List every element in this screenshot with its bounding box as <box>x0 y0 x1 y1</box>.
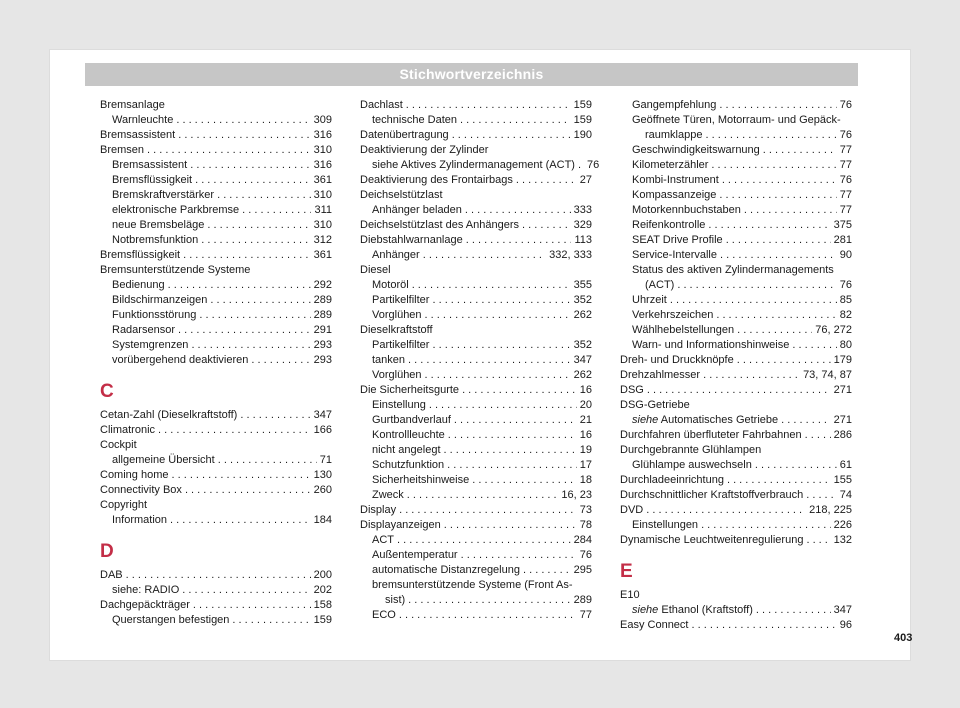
index-entry: Drehzahlmesser . . . 73, 74, 87 <box>620 368 852 383</box>
index-entry: Information . . . 184 <box>100 513 332 528</box>
index-entry: Glühlampe auswechseln . . . 61 <box>620 458 852 473</box>
index-entry: DVD . . . 218, 225 <box>620 503 852 518</box>
page-number: 403 <box>894 632 913 644</box>
index-entry: Bremsassistent . . . 316 <box>100 128 332 143</box>
index-heading: DSG-Getriebe <box>620 399 690 411</box>
index-entry: Displayanzeigen . . . 78 <box>360 518 592 533</box>
index-entry: siehe: RADIO . . . 202 <box>100 583 332 598</box>
index-entry: Einstellungen . . . 226 <box>620 518 852 533</box>
index-entry: sist) . . . 289 <box>360 593 592 608</box>
index-heading: Diesel <box>360 264 391 276</box>
index-entry: Radarsensor . . . 291 <box>100 323 332 338</box>
index-entry: vorübergehend deaktivieren . . . 293 <box>100 353 332 368</box>
index-entry: elektronische Parkbremse . . . 311 <box>100 203 332 218</box>
index-entry: (ACT) . . . 76 <box>620 278 852 293</box>
index-entry: Kilometerzähler . . . 77 <box>620 158 852 173</box>
index-entry: Reifenkontrolle . . . 375 <box>620 218 852 233</box>
index-entry: Vorglühen . . . 262 <box>360 368 592 383</box>
index-entry: Cetan-Zahl (Dieselkraftstoff) . . . 347 <box>100 408 332 423</box>
index-entry: Kontrollleuchte . . . 16 <box>360 428 592 443</box>
index-entry: Außentemperatur . . . 76 <box>360 548 592 563</box>
index-entry: Gangempfehlung . . . 76 <box>620 98 852 113</box>
index-entry: Gurtbandverlauf . . . 21 <box>360 413 592 428</box>
index-entry: Coming home . . . 130 <box>100 468 332 483</box>
index-entry: Die Sicherheitsgurte . . . 16 <box>360 383 592 398</box>
index-entry: raumklappe . . . 76 <box>620 128 852 143</box>
index-entry: Bremsflüssigkeit . . . 361 <box>100 173 332 188</box>
index-entry: tanken . . . 347 <box>360 353 592 368</box>
index-heading: Dieselkraftstoff <box>360 324 433 336</box>
index-entry: Kombi-Instrument . . . 76 <box>620 173 852 188</box>
index-entry: Durchfahren überfluteter Fahrbahnen . . . 286 <box>620 428 852 443</box>
index-entry: Anhänger beladen . . . 333 <box>360 203 592 218</box>
index-entry: Bremsflüssigkeit . . . 361 <box>100 248 332 263</box>
index-entry: siehe Aktives Zylindermanagement (ACT) . . . 76 <box>360 158 592 173</box>
section-letter-e: E <box>620 561 633 582</box>
index-entry: nicht angelegt . . . 19 <box>360 443 592 458</box>
index-column-1 <box>100 98 332 628</box>
index-entry: Bildschirmanzeigen . . . 289 <box>100 293 332 308</box>
index-entry: Durchladeeinrichtung . . . 155 <box>620 473 852 488</box>
index-entry: Uhrzeit . . . 85 <box>620 293 852 308</box>
index-entry: Display . . . 73 <box>360 503 592 518</box>
index-column-2 <box>360 98 600 623</box>
index-entry: Easy Connect . . . 96 <box>620 618 852 633</box>
index-entry: Warn- und Informationshinweise . . . 80 <box>620 338 852 353</box>
index-entry: ECO . . . 77 <box>360 608 592 623</box>
index-entry: DAB . . . 200 <box>100 568 332 583</box>
index-entry: Connectivity Box . . . 260 <box>100 483 332 498</box>
index-entry: Motoröl . . . 355 <box>360 278 592 293</box>
index-entry: Diebstahlwarnanlage . . . 113 <box>360 233 592 248</box>
index-entry: Warnleuchte . . . 309 <box>100 113 332 128</box>
index-entry: neue Bremsbeläge . . . 310 <box>100 218 332 233</box>
index-entry: Durchschnittlicher Kraftstoffverbrauch . . . 74 <box>620 488 852 503</box>
index-entry: DSG . . . 271 <box>620 383 852 398</box>
index-entry-wrap: Status des aktiven Zylindermanagements <box>632 264 834 276</box>
index-entry: Sicherheitshinweise . . . 18 <box>360 473 592 488</box>
index-entry: SEAT Drive Profile . . . 281 <box>620 233 852 248</box>
index-heading: Copyright <box>100 499 148 511</box>
index-entry: Einstellung . . . 20 <box>360 398 592 413</box>
index-entry: Bremskraftverstärker . . . 310 <box>100 188 332 203</box>
index-entry: Dynamische Leuchtweitenregulierung . . . 132 <box>620 533 852 548</box>
index-entry: Zweck . . . 16, 23 <box>360 488 592 503</box>
index-entry: Anhänger . . . 332, 333 <box>360 248 592 263</box>
index-heading: Deaktivierung der Zylinder <box>360 144 489 156</box>
index-entry: Wählhebelstellungen . . . 76, 272 <box>620 323 852 338</box>
index-entry: Motorkennbuchstaben . . . 77 <box>620 203 852 218</box>
index-entry: Notbremsfunktion . . . 312 <box>100 233 332 248</box>
index-entry: Dachlast . . . 159 <box>360 98 592 113</box>
index-heading: Bremsunterstützende Systeme <box>100 264 251 276</box>
index-entry: allgemeine Übersicht . . . 71 <box>100 453 332 468</box>
index-entry-wrap: bremsunterstützende Systeme (Front As- <box>372 579 573 591</box>
index-entry: Systemgrenzen . . . 293 <box>100 338 332 353</box>
index-heading: Deichselstützlast <box>360 189 443 201</box>
index-entry: automatische Distanzregelung . . . 295 <box>360 563 592 578</box>
index-entry: Kompassanzeige . . . 77 <box>620 188 852 203</box>
index-entry: Bremsen . . . 310 <box>100 143 332 158</box>
index-entry: Deichselstützlast des Anhängers . . . 329 <box>360 218 592 233</box>
index-entry: siehe Automatisches Getriebe . . . 271 <box>620 413 852 428</box>
index-entry: technische Daten . . . 159 <box>360 113 592 128</box>
index-entry: Dachgepäckträger . . . 158 <box>100 598 332 613</box>
index-entry: Dreh- und Druckknöpfe . . . 179 <box>620 353 852 368</box>
index-entry: Schutzfunktion . . . 17 <box>360 458 592 473</box>
index-heading: Durchgebrannte Glühlampen <box>620 444 762 456</box>
index-entry: Funktionsstörung . . . 289 <box>100 308 332 323</box>
index-column-3 <box>620 98 852 633</box>
index-entry: Querstangen befestigen . . . 159 <box>100 613 332 628</box>
index-heading: Cockpit <box>100 439 137 451</box>
index-entry: Partikelfilter . . . 352 <box>360 293 592 308</box>
index-entry: Geschwindigkeitswarnung . . . 77 <box>620 143 852 158</box>
index-entry: ACT . . . 284 <box>360 533 592 548</box>
section-letter-d: D <box>100 541 114 562</box>
index-entry: Bedienung . . . 292 <box>100 278 332 293</box>
index-heading: Bremsanlage <box>100 99 165 111</box>
index-entry: siehe Ethanol (Kraftstoff) . . . 347 <box>620 603 852 618</box>
section-header: Stichwortverzeichnis <box>85 63 858 86</box>
index-entry: Service-Intervalle . . . 90 <box>620 248 852 263</box>
index-entry: Climatronic . . . 166 <box>100 423 332 438</box>
index-heading: E10 <box>620 589 640 601</box>
index-entry-wrap: Geöffnete Türen, Motorraum- und Gepäck- <box>632 114 841 126</box>
index-entry: Datenübertragung . . . 190 <box>360 128 592 143</box>
index-entry: Deaktivierung des Frontairbags . . . 27 <box>360 173 592 188</box>
index-entry: Bremsassistent . . . 316 <box>100 158 332 173</box>
section-letter-c: C <box>100 381 114 402</box>
index-entry: Verkehrszeichen . . . 82 <box>620 308 852 323</box>
index-entry: Partikelfilter . . . 352 <box>360 338 592 353</box>
index-entry: Vorglühen . . . 262 <box>360 308 592 323</box>
